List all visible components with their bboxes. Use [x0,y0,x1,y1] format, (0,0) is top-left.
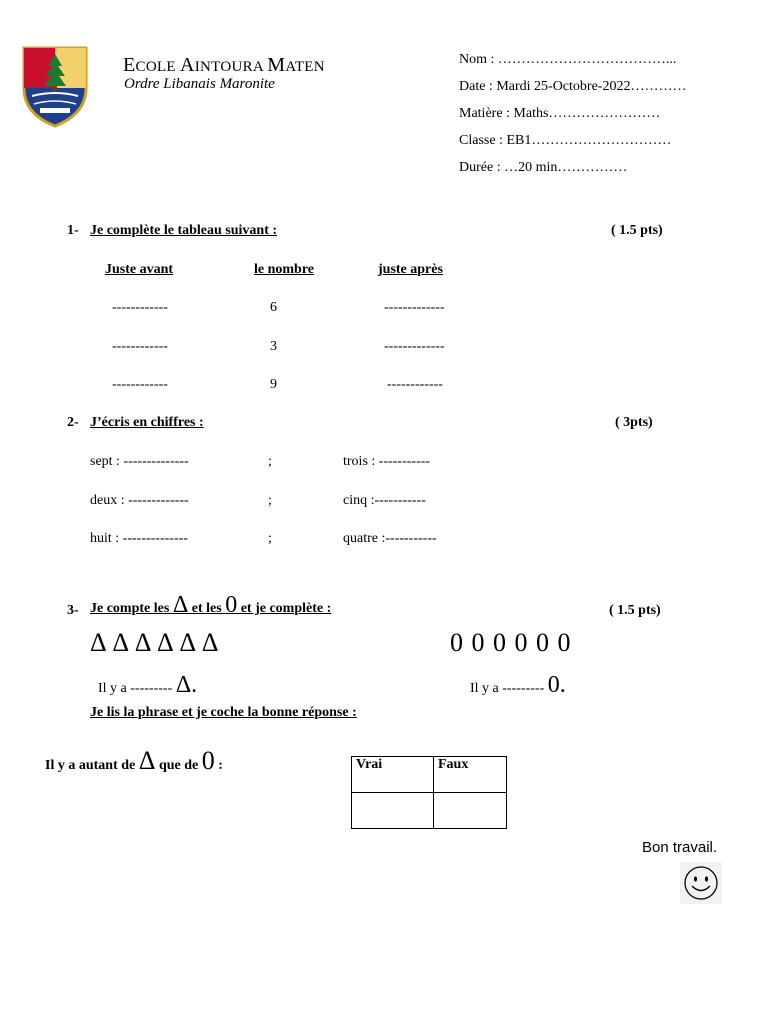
q2-number: 2- [67,415,79,430]
true-false-table [351,756,507,829]
q1-header-after: juste après [378,262,443,277]
field-duration: Durée : …20 min…………… [459,160,628,175]
zero-symbol: 0 [225,592,238,618]
q2-left-2: deux : ------------- [90,493,189,508]
true-checkbox-cell[interactable] [352,793,434,829]
q3-count-right: Il y a --------- 0. [470,672,566,698]
q1-row3-before: ------------ [112,377,168,392]
field-class: Classe : EB1………………………… [459,133,672,148]
q2-sep-2: ; [268,493,272,508]
q2-left-3: huit : -------------- [90,531,188,546]
false-checkbox-cell[interactable] [434,793,507,829]
q3-points: ( 1.5 pts) [609,603,661,618]
field-date: Date : Mardi 25-Octobre-2022………… [459,79,687,94]
closing-text: Bon travail. [642,839,718,856]
smiley-icon [680,862,722,904]
q1-row1-after: ------------- [384,300,445,315]
q1-row2-after: ------------- [384,339,445,354]
q2-points: ( 3pts) [615,415,653,430]
q3-title: Je compte les Δ et les 0 et je complète : [90,592,332,618]
q3-triangles-row: Δ Δ Δ Δ Δ Δ [90,628,220,657]
false-header: Faux [434,757,507,793]
school-subtitle: Ordre Libanais Maronite [124,76,275,92]
field-name: Nom : ………………………………... [459,52,677,67]
q1-number: 1- [67,223,79,238]
q2-right-3: quatre :----------- [343,531,437,546]
q1-points: ( 1.5 pts) [611,223,663,238]
q2-sep-3: ; [268,531,272,546]
q1-row3-number: 9 [270,377,277,392]
q2-right-2: cinq :----------- [343,493,426,508]
school-name: ECOLE AINTOURA MATEN [123,54,325,76]
field-subject: Matière : Maths…………………… [459,106,661,121]
q2-title: J’écris en chiffres : [90,415,204,430]
q2-sep-1: ; [268,454,272,469]
triangle-symbol: Δ [172,592,189,618]
q3-statement: Il y a autant de Δ que de 0 : [45,746,223,775]
q1-row2-number: 3 [270,339,277,354]
q3-subtitle: Je lis la phrase et je coche la bonne réponse : [90,705,357,720]
q3-number: 3- [67,603,79,618]
q2-left-1: sept : -------------- [90,454,189,469]
q1-header-before: Juste avant [105,262,174,277]
q3-count-left: Il y a --------- Δ. [98,672,198,698]
school-crest-icon [18,44,92,128]
q1-row1-before: ------------ [112,300,168,315]
q1-header-number: le nombre [254,262,315,277]
q2-right-1: trois : ----------- [343,454,431,469]
q3-zeros-row: 0 0 0 0 0 0 [450,628,572,657]
q1-row2-before: ------------ [112,339,168,354]
true-header: Vrai [352,757,434,793]
q1-title: Je complète le tableau suivant : [90,223,278,238]
q1-row1-number: 6 [270,300,277,315]
q1-row3-after: ------------ [387,377,443,392]
